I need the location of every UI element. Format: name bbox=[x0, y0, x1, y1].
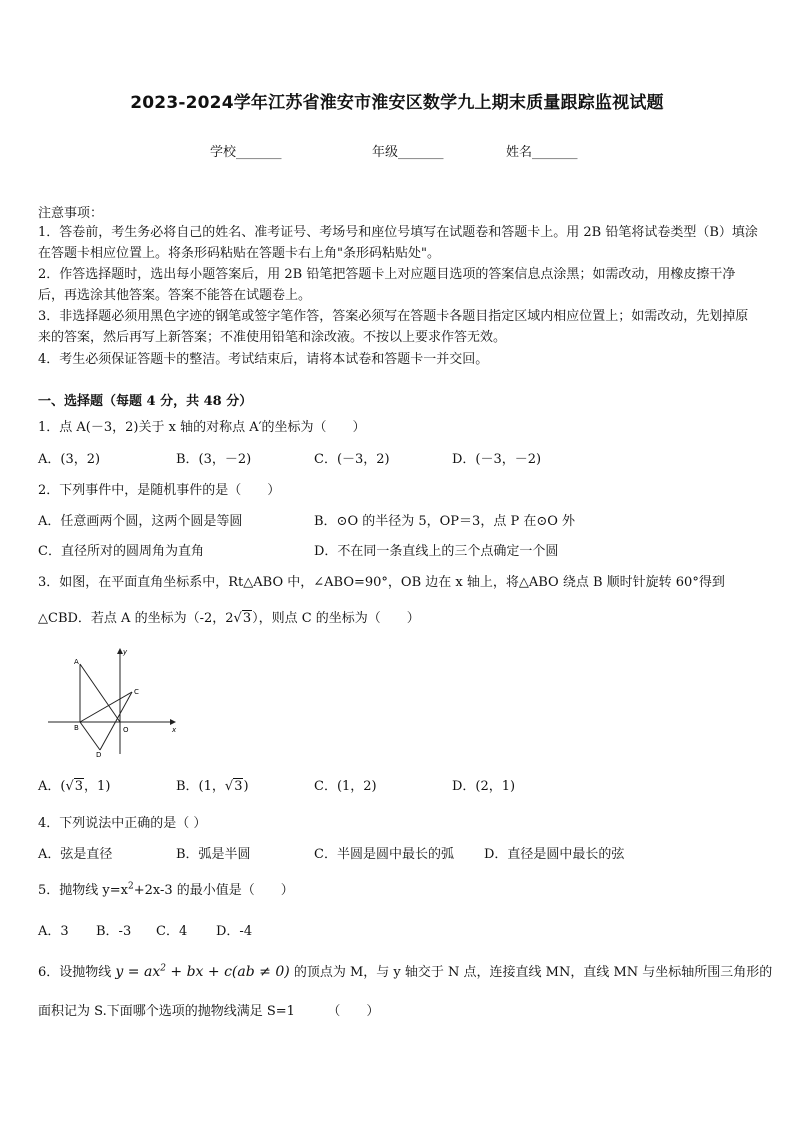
school-field: 学校_______ bbox=[210, 145, 282, 160]
q3-option-b bbox=[176, 775, 249, 794]
q6-formula-eq: = bbox=[123, 964, 144, 980]
q5-stem-pre: 5．抛物线 y=x bbox=[38, 883, 128, 898]
segment-ao bbox=[80, 664, 120, 722]
label-x: x bbox=[172, 726, 177, 734]
q5-option-a: A．3 bbox=[38, 924, 69, 939]
q3-a-sqrt-value: 3 bbox=[74, 779, 84, 794]
q3-b-post: ) bbox=[243, 779, 249, 794]
label-d: D bbox=[96, 751, 102, 758]
q3-sqrt-value: 3 bbox=[242, 611, 252, 626]
q3-option-a bbox=[38, 775, 110, 794]
q3-stem-pre: △CBD．若点 A 的坐标为（-2，2 bbox=[38, 611, 234, 626]
q1-option-b: B．(3，－2) bbox=[176, 452, 252, 467]
q2-option-c: C．直径所对的圆周角为直角 bbox=[38, 544, 204, 559]
segment-bd bbox=[80, 722, 100, 750]
q5-stem-post: +2x-3 的最小值是（ ） bbox=[133, 883, 294, 898]
notice-item-1: 1．答卷前，考生务必将自己的姓名、准考证号、考场号和座位号填写在试题卷和答题卡上。用 2B 铅笔将试卷类型（B）填涂在答题卡相应位置上。将条形码粘贴在答题卡右上角"条形码粘贴处"。 bbox=[38, 225, 758, 261]
q4-option-b: B．弧是半圆 bbox=[176, 847, 251, 862]
sqrt-symbol: √3 bbox=[224, 779, 243, 794]
q5-option-c: C．4 bbox=[156, 924, 188, 939]
q2-stem: 2．下列事件中，是随机事件的是（ ） bbox=[38, 483, 281, 498]
q4-option-d: D．直径是圆中最长的弦 bbox=[484, 847, 625, 862]
sqrt-symbol: √3 bbox=[65, 779, 84, 794]
q3-option-d: D．(2，1) bbox=[452, 779, 516, 794]
q3-a-pre: A．( bbox=[38, 779, 66, 794]
q4-stem: 4．下列说法中正确的是（ ） bbox=[38, 816, 207, 831]
q4-option-a: A．弦是直径 bbox=[38, 847, 113, 862]
q3-a-post: ，1) bbox=[84, 779, 111, 794]
q5-option-d: D．-4 bbox=[216, 924, 253, 939]
q6-formula-y: y bbox=[115, 964, 124, 980]
grade-field: 年级_______ bbox=[372, 145, 444, 160]
label-c: C bbox=[134, 688, 139, 696]
q6-formula-a: ax bbox=[143, 964, 161, 980]
q3-b-pre: B．(1， bbox=[176, 779, 225, 794]
q5-exponent: 2 bbox=[127, 881, 134, 892]
section-heading: 一、选择题（每题 4 分，共 48 分） bbox=[38, 394, 253, 409]
q5-stem bbox=[38, 879, 294, 898]
q6-stem-line2: 面积记为 S.下面哪个选项的抛物线满足 S=1 （ ） bbox=[38, 1004, 380, 1019]
q3-figure bbox=[44, 646, 184, 758]
q1-stem: 1．点 A(－3，2)关于 x 轴的对称点 A′的坐标为（ ） bbox=[38, 420, 366, 435]
q3-stem-line2 bbox=[38, 607, 420, 626]
notice-item-3: 3．非选择题必须用黑色字迹的钢笔或签字笔作答，答案必须写在答题卡各题目指定区域内相应位置上；如需改动，先划掉原来的答案，然后再写上新答案；不准使用铅笔和涂改液。不按以上要求作答无效。 bbox=[38, 309, 749, 345]
q6-formula-exponent: 2 bbox=[160, 963, 166, 974]
x-axis-arrow bbox=[170, 719, 176, 725]
label-b: B bbox=[74, 724, 79, 732]
notice-item-2: 2．作答选择题时，选出每小题答案后，用 2B 铅笔把答题卡上对应题目选项的答案信息点涂黑；如需改动，用橡皮擦干净后，再选涂其他答案。答案不能答在试题卷上。 bbox=[38, 267, 736, 303]
q3-stem-line1: 3．如图，在平面直角坐标系中，Rt△ABO 中，∠ABO=90°，OB 边在 x 轴上，将△ABO 绕点 B 顺时针旋转 60°得到 bbox=[38, 575, 725, 590]
q1-option-c: C．(－3，2) bbox=[314, 452, 390, 467]
q3-stem-post: ），则点 C 的坐标为（ ） bbox=[252, 611, 420, 626]
q1-option-a: A．(3，2) bbox=[38, 452, 101, 467]
q2-option-b: B．⊙O 的半径为 5，OP＝3，点 P 在⊙O 外 bbox=[314, 514, 576, 529]
q6-formula bbox=[115, 964, 289, 980]
q6-stem-line1 bbox=[38, 961, 772, 980]
q6-post: 的顶点为 M，与 y 轴交于 N 点，连接直线 MN，直线 MN 与坐标轴所围三角形的 bbox=[289, 965, 773, 980]
q5-option-b: B．-3 bbox=[96, 924, 132, 939]
sqrt-symbol: √3 bbox=[233, 611, 252, 626]
q3-b-sqrt-value: 3 bbox=[234, 779, 243, 794]
q4-option-c: C．半圆是圆中最长的弧 bbox=[314, 847, 454, 862]
q6-formula-rest: + bx + c(ab ≠ 0) bbox=[165, 964, 290, 980]
q2-option-d: D．不在同一条直线上的三个点确定一个圆 bbox=[314, 544, 559, 559]
q6-pre: 6．设抛物线 bbox=[38, 965, 116, 980]
label-a: A bbox=[74, 658, 79, 666]
label-y: y bbox=[123, 648, 128, 656]
notice-heading: 注意事项： bbox=[38, 206, 104, 221]
name-field: 姓名_______ bbox=[506, 145, 578, 160]
label-o: O bbox=[123, 726, 129, 734]
q3-option-c: C．(1，2) bbox=[314, 779, 377, 794]
page-title: 2023-2024学年江苏省淮安市淮安区数学九上期末质量跟踪监视试题 bbox=[130, 93, 664, 113]
notice-item-4: 4．考生必须保证答题卡的整洁。考试结束后，请将本试卷和答题卡一并交回。 bbox=[38, 352, 489, 367]
q1-option-d: D．(－3，－2) bbox=[452, 452, 542, 467]
q2-option-a: A．任意画两个圆，这两个圆是等圆 bbox=[38, 514, 243, 529]
